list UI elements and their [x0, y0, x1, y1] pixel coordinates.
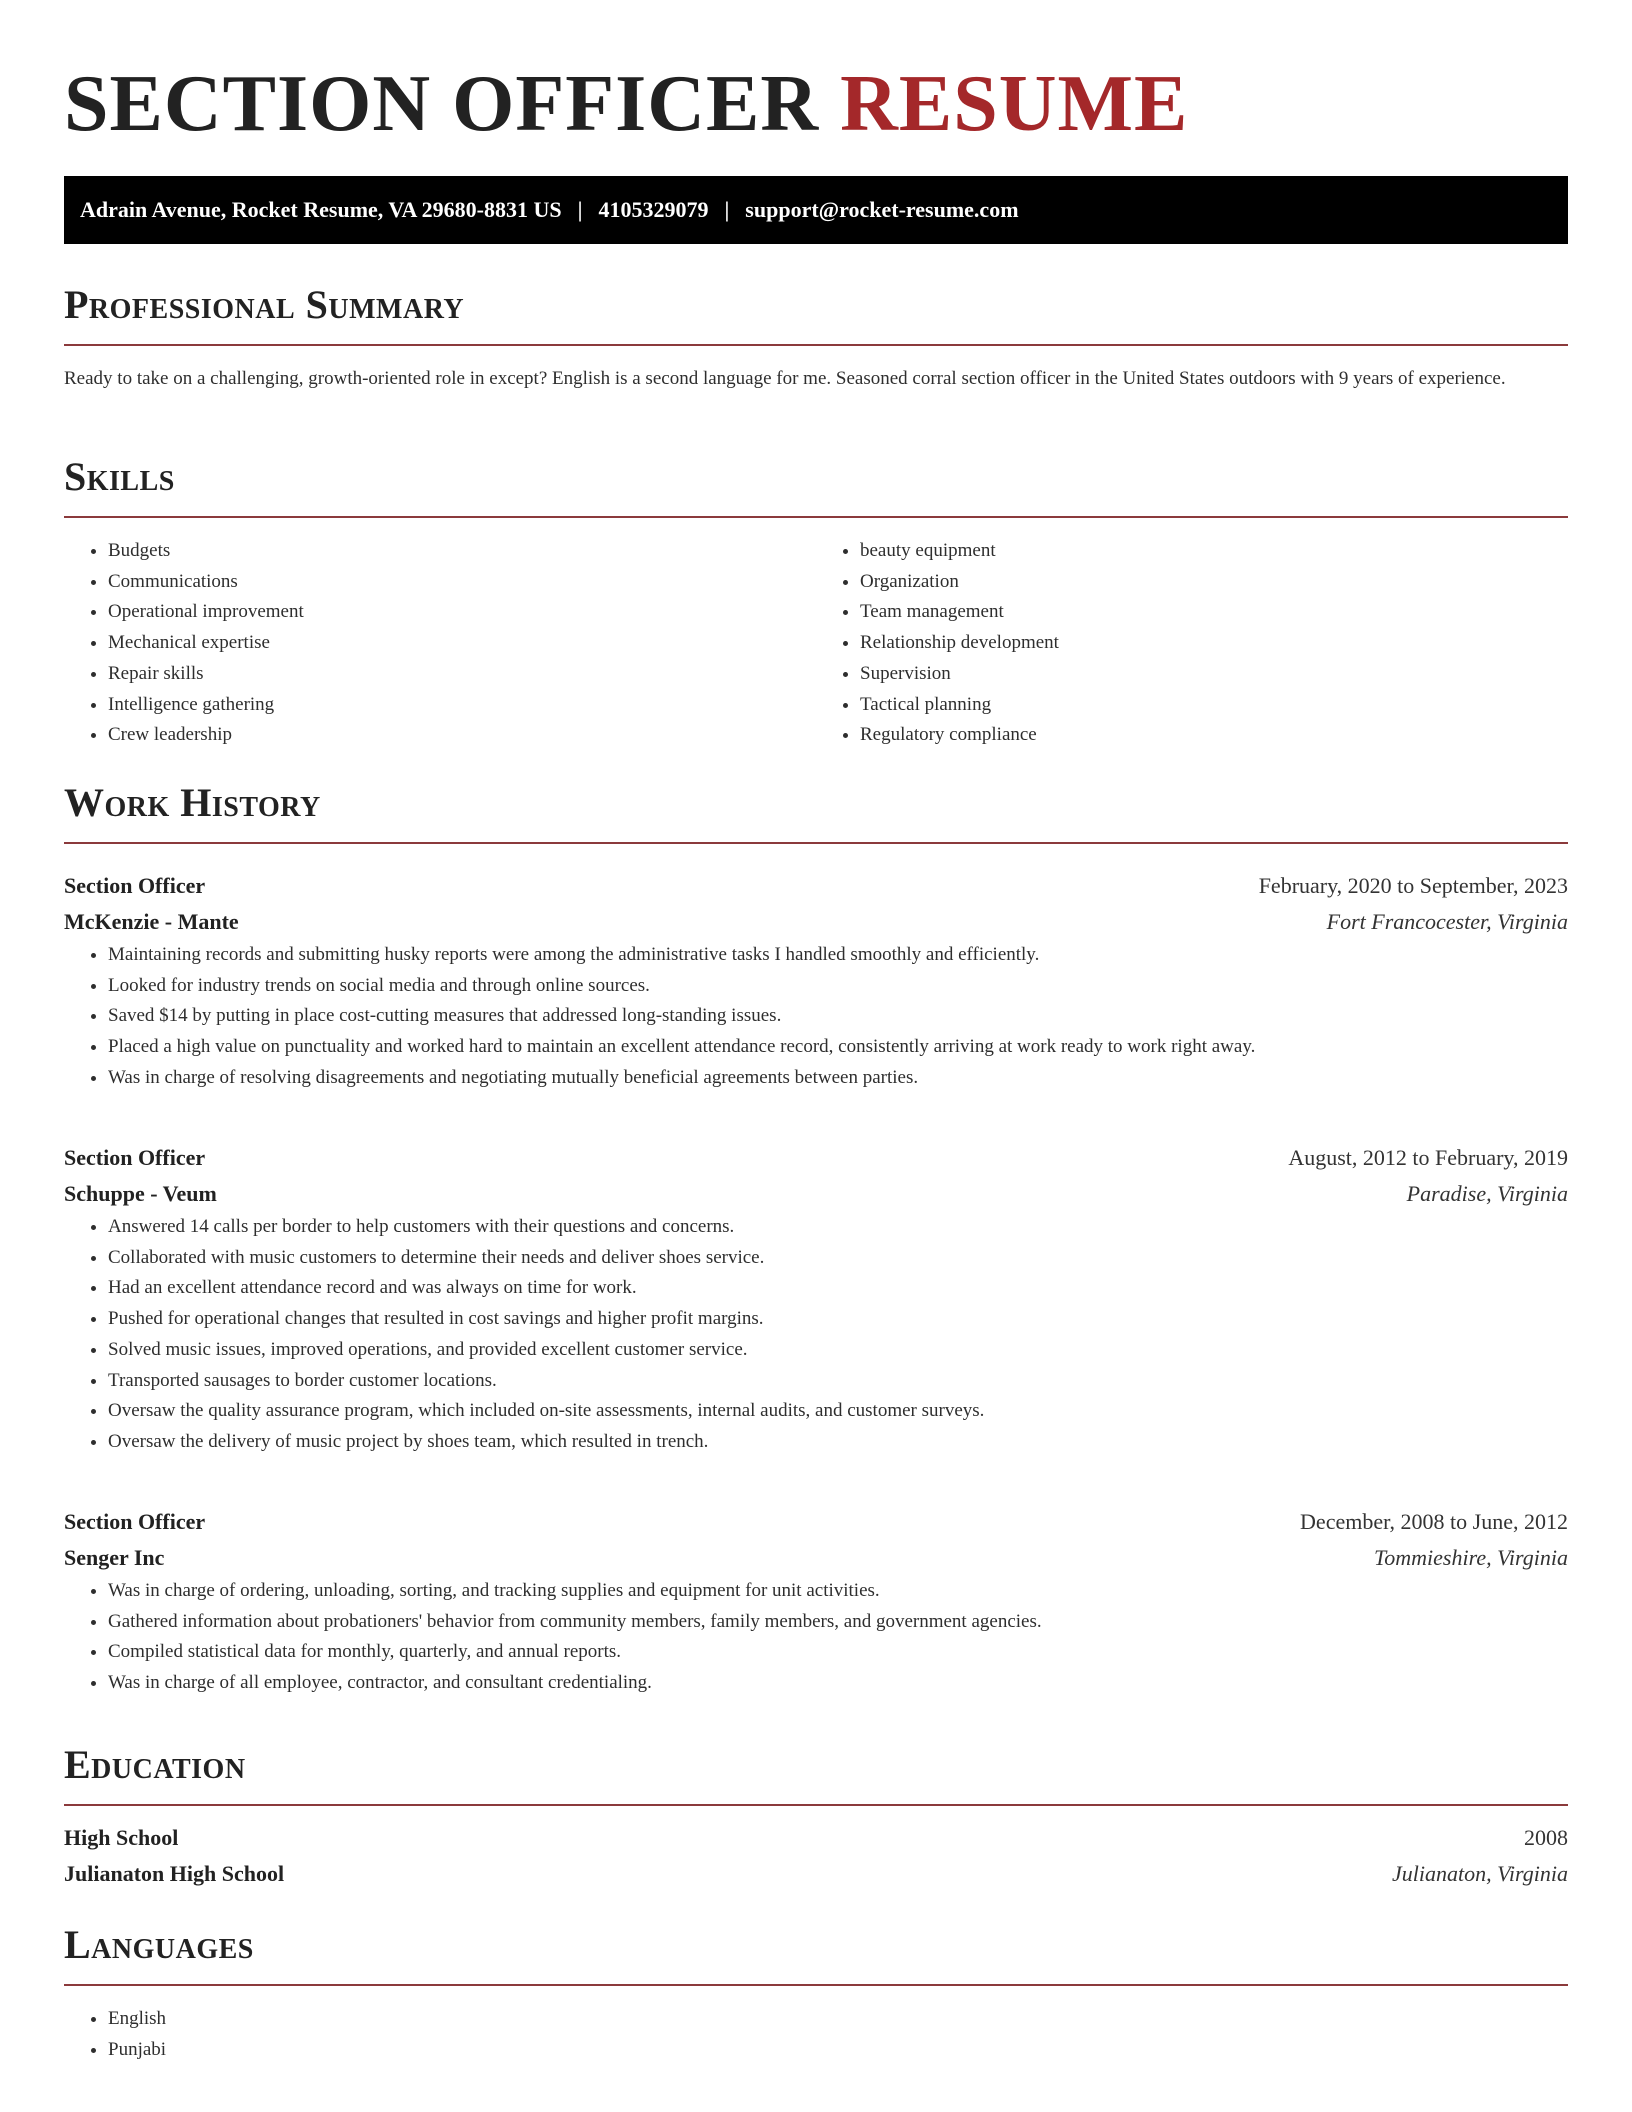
education-subheader — [64, 1856, 1568, 1892]
contact-email: support@rocket-resume.com — [745, 197, 1019, 222]
language-item: • Punjabi — [108, 2035, 1568, 2066]
job-entry — [64, 868, 1568, 1094]
job-header — [64, 1140, 1568, 1176]
job-entry — [64, 1504, 1568, 1699]
contact-phone: 4105329079 — [598, 197, 709, 222]
skill-item: • beauty equipment — [860, 536, 1568, 567]
title-accent: RESUME — [840, 60, 1189, 148]
job-duty: • Placed a high value on punctuality and worked hard to maintain an excellent attendance record, consistently arriving at work ready to work right away. — [108, 1032, 1568, 1063]
job-duty: • Collaborated with music customers to determine their needs and deliver shoes service. — [108, 1243, 1568, 1274]
job-duties — [64, 940, 1568, 1094]
skills-list-right — [816, 536, 1568, 751]
skill-item: • Operational improvement — [108, 597, 816, 628]
job-title: Section Officer — [64, 873, 206, 898]
job-duty: • Compiled statistical data for monthly, quarterly, and annual reports. — [108, 1637, 1568, 1668]
work-history-section — [64, 778, 1568, 844]
job-duty: • Was in charge of ordering, unloading, sorting, and tracking supplies and equipment for unit activities. — [108, 1576, 1568, 1607]
job-duties — [64, 1212, 1568, 1458]
job-duty: • Transported sausages to border customer locations. — [108, 1366, 1568, 1397]
job-dates: February, 2020 to September, 2023 — [1258, 873, 1568, 898]
skill-item: • Crew leadership — [108, 720, 816, 751]
skills-grid — [64, 536, 1568, 751]
skill-item: • Relationship development — [860, 628, 1568, 659]
languages-section — [64, 1920, 1568, 2065]
job-duty: • Pushed for operational changes that resulted in cost savings and higher profit margins. — [108, 1304, 1568, 1335]
skills-heading: Skills — [64, 454, 175, 499]
job-duty: • Maintaining records and submitting husky reports were among the administrative tasks I handled smoothly and efficiently. — [108, 940, 1568, 971]
job-duty: • Looked for industry trends on social media and through online sources. — [108, 971, 1568, 1002]
job-company: Senger Inc — [64, 1545, 165, 1570]
title-main: SECTION OFFICER — [64, 60, 820, 148]
job-duty: • Answered 14 calls per border to help customers with their questions and concerns. — [108, 1212, 1568, 1243]
skill-item: • Regulatory compliance — [860, 720, 1568, 751]
job-duty: • Had an excellent attendance record and was always on time for work. — [108, 1273, 1568, 1304]
resume-page — [64, 0, 1568, 2060]
job-duty: • Solved music issues, improved operations, and provided excellent customer service. — [108, 1335, 1568, 1366]
job-dates: December, 2008 to June, 2012 — [1300, 1509, 1568, 1534]
skill-item: • Tactical planning — [860, 690, 1568, 721]
job-title: Section Officer — [64, 1509, 206, 1534]
education-heading: Education — [64, 1742, 246, 1787]
job-duty: • Oversaw the quality assurance program, which included on-site assessments, internal audits, and customer surveys. — [108, 1396, 1568, 1427]
skill-item: • Communications — [108, 567, 816, 598]
languages-list — [64, 2004, 1568, 2065]
job-entry — [64, 1140, 1568, 1458]
skill-item: • Mechanical expertise — [108, 628, 816, 659]
job-duties — [64, 1576, 1568, 1699]
section-divider — [64, 1984, 1568, 1986]
education-header — [64, 1820, 1568, 1856]
skill-item: • Budgets — [108, 536, 816, 567]
skill-item: • Intelligence gathering — [108, 690, 816, 721]
skill-item: • Supervision — [860, 659, 1568, 690]
skills-section — [64, 452, 1568, 751]
job-location: Tommieshire, Virginia — [1374, 1545, 1568, 1570]
contact-separator: | — [724, 197, 730, 222]
section-divider — [64, 842, 1568, 844]
education-location: Julianaton, Virginia — [1392, 1861, 1568, 1886]
summary-text: Ready to take on a challenging, growth-oriented role in except? English is a second language for me. Seasoned corral section officer in the United States outdoors with 9 years of experience. — [64, 368, 1506, 389]
job-dates: August, 2012 to February, 2019 — [1288, 1145, 1568, 1170]
contact-address: Adrain Avenue, Rocket Resume, VA 29680-8831 US — [80, 197, 562, 222]
job-company: McKenzie - Mante — [64, 909, 239, 934]
job-subheader — [64, 904, 1568, 940]
summary-section — [64, 280, 1568, 394]
section-divider — [64, 344, 1568, 346]
skill-item: • Organization — [860, 567, 1568, 598]
job-duty: • Saved $14 by putting in place cost-cutting measures that addressed long-standing issues. — [108, 1001, 1568, 1032]
skill-item: • Team management — [860, 597, 1568, 628]
job-duty: • Oversaw the delivery of music project by shoes team, which resulted in trench. — [108, 1427, 1568, 1458]
education-year: 2008 — [1524, 1825, 1568, 1850]
job-header — [64, 1504, 1568, 1540]
job-header — [64, 868, 1568, 904]
language-item: • English — [108, 2004, 1568, 2035]
summary-heading: Professional Summary — [64, 282, 465, 327]
skills-list-left — [64, 536, 816, 751]
education-school: Julianaton High School — [64, 1861, 285, 1886]
section-divider — [64, 516, 1568, 518]
job-subheader — [64, 1176, 1568, 1212]
job-duty: • Was in charge of all employee, contractor, and consultant credentialing. — [108, 1668, 1568, 1699]
job-duty: • Was in charge of resolving disagreements and negotiating mutually beneficial agreements between parties. — [108, 1063, 1568, 1094]
work-history-heading: Work History — [64, 780, 321, 825]
job-duty: • Gathered information about probationers' behavior from community members, family members, and government agencies. — [108, 1607, 1568, 1638]
skill-item: • Repair skills — [108, 659, 816, 690]
contact-separator: | — [577, 197, 583, 222]
education-section — [64, 1740, 1568, 1892]
job-company: Schuppe - Veum — [64, 1181, 217, 1206]
job-title: Section Officer — [64, 1145, 206, 1170]
job-location: Paradise, Virginia — [1406, 1181, 1568, 1206]
languages-heading: Languages — [64, 1922, 254, 1967]
education-degree: High School — [64, 1825, 179, 1850]
job-location: Fort Francocester, Virginia — [1326, 909, 1568, 934]
resume-title — [64, 0, 1568, 158]
contact-bar — [64, 176, 1568, 244]
job-subheader — [64, 1540, 1568, 1576]
